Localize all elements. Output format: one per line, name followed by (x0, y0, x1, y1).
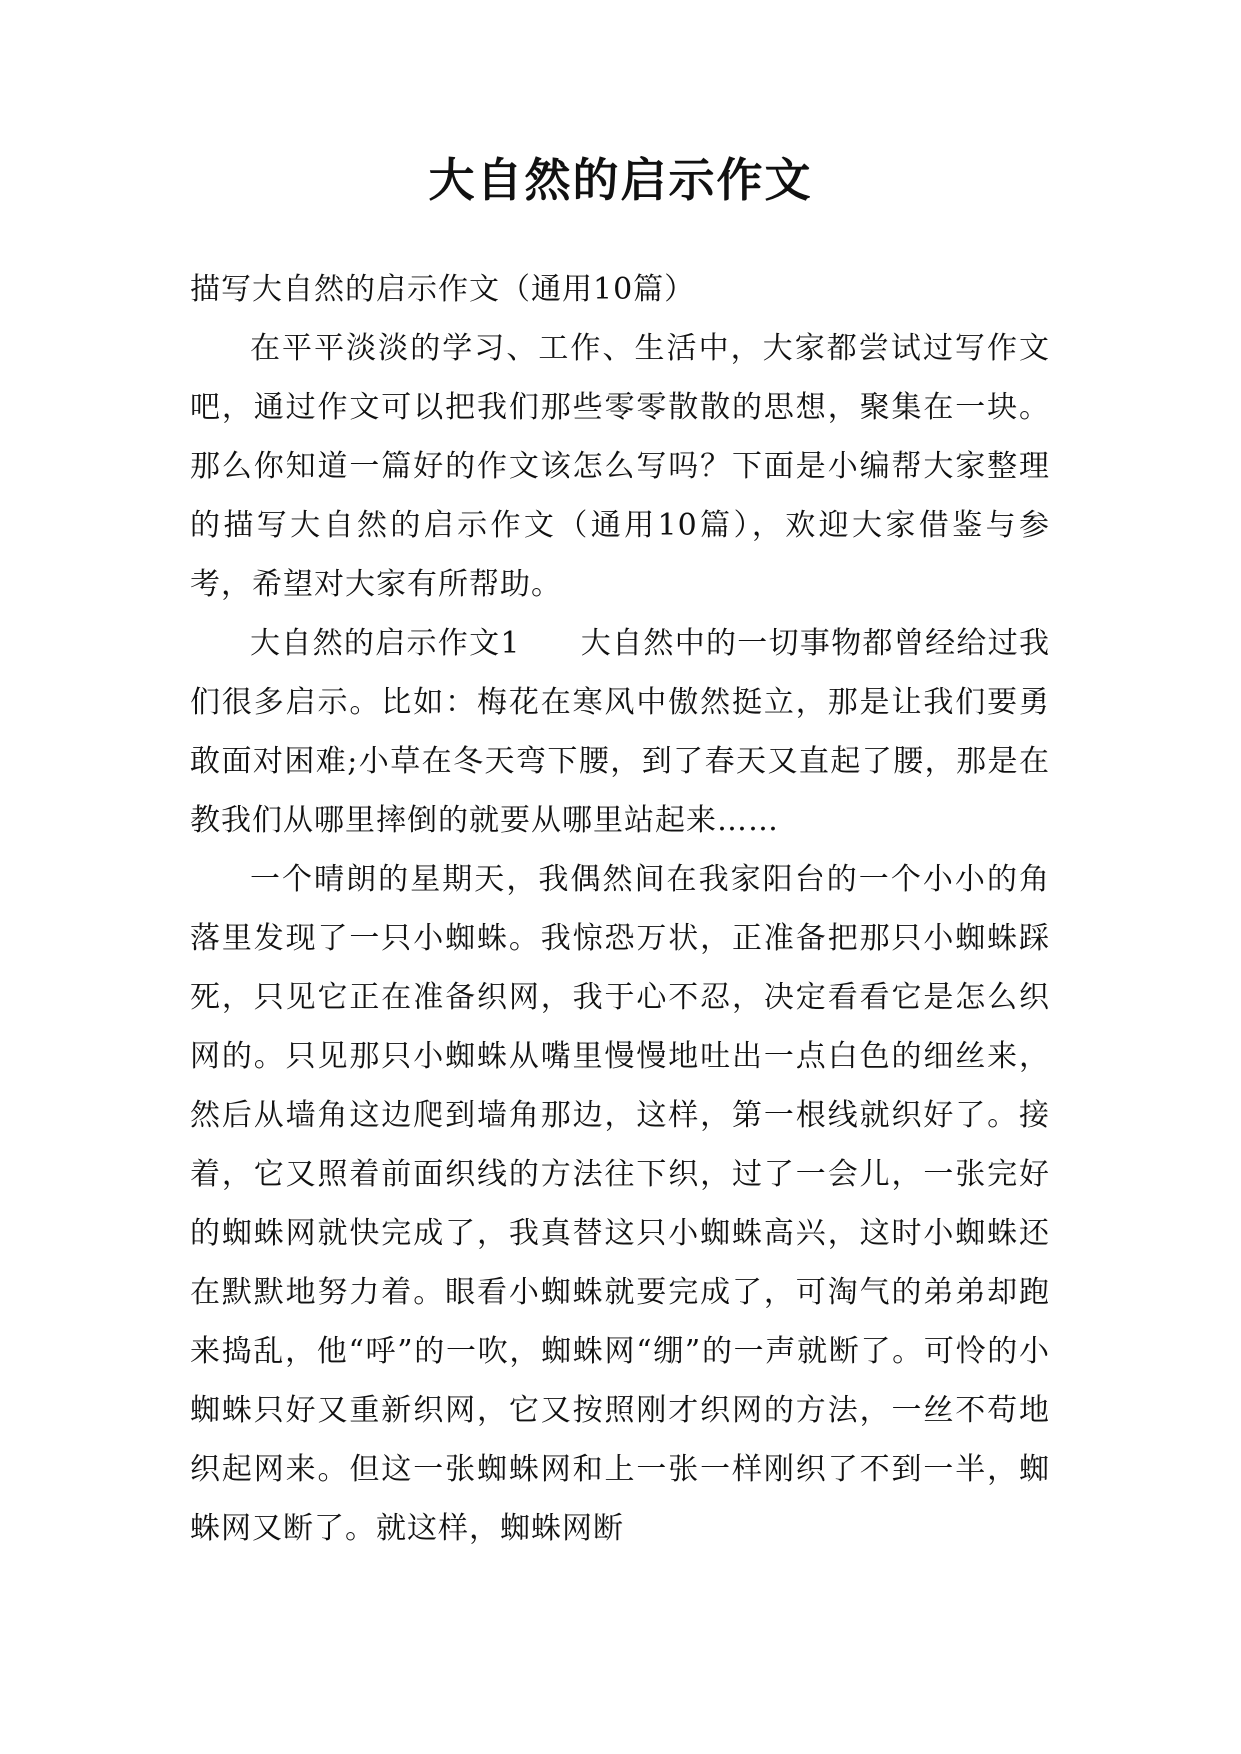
section-1-paragraph (190, 614, 1050, 850)
section-1-heading: 大自然的启示作文1 (250, 626, 521, 661)
document-body (190, 260, 1050, 1558)
intro-paragraph: 在平平淡淡的学习、工作、生活中，大家都尝试过写作文吧，通过作文可以把我们那些零零散散的思想，聚集在一块。那么你知道一篇好的作文该怎么写吗？下面是小编帮大家整理的描写大自然的启示作文（通用10篇），欢迎大家借鉴与参考，希望对大家有所帮助。 (190, 331, 1050, 602)
section-1-first-paragraph: 大自然中的一切事物都曾经给过我们很多启示。比如：梅花在寒风中傲然挺立，那是让我们要勇敢面对困难;小草在冬天弯下腰，到了春天又直起了腰，那是在教我们从哪里摔倒的就要从哪里站起来…… (190, 626, 1051, 838)
page-title: 大自然的启示作文 (428, 153, 813, 207)
document-subtitle: 描写大自然的启示作文（通用10篇） (190, 272, 696, 307)
story-paragraph: 一个晴朗的星期天，我偶然间在我家阳台的一个小小的角落里发现了一只小蜘蛛。我惊恐万状，正准备把那只小蜘蛛踩死，只见它正在准备织网，我于心不忍，决定看看它是怎么织网的。只见那只小蜘蛛从嘴里慢慢地吐出一点白色的细丝来，然后从墙角这边爬到墙角那边，这样，第一根线就织好了。接着，它又照着前面织线的方法往下织，过了一会儿，一张完好的蜘蛛网就快完成了，我真替这只小蜘蛛高兴，这时小蜘蛛还在默默地努力着。眼看小蜘蛛就要完成了，可淘气的弟弟却跑来捣乱，他“呼”的一吹，蜘蛛网“绷”的一声就断了。可怜的小蜘蛛只好又重新织网，它又按照刚才织网的方法，一丝不苟地织起网来。但这一张蜘蛛网和上一张一样刚织了不到一半，蜘蛛网又断了。就这样，蜘蛛网断 (190, 862, 1050, 1546)
